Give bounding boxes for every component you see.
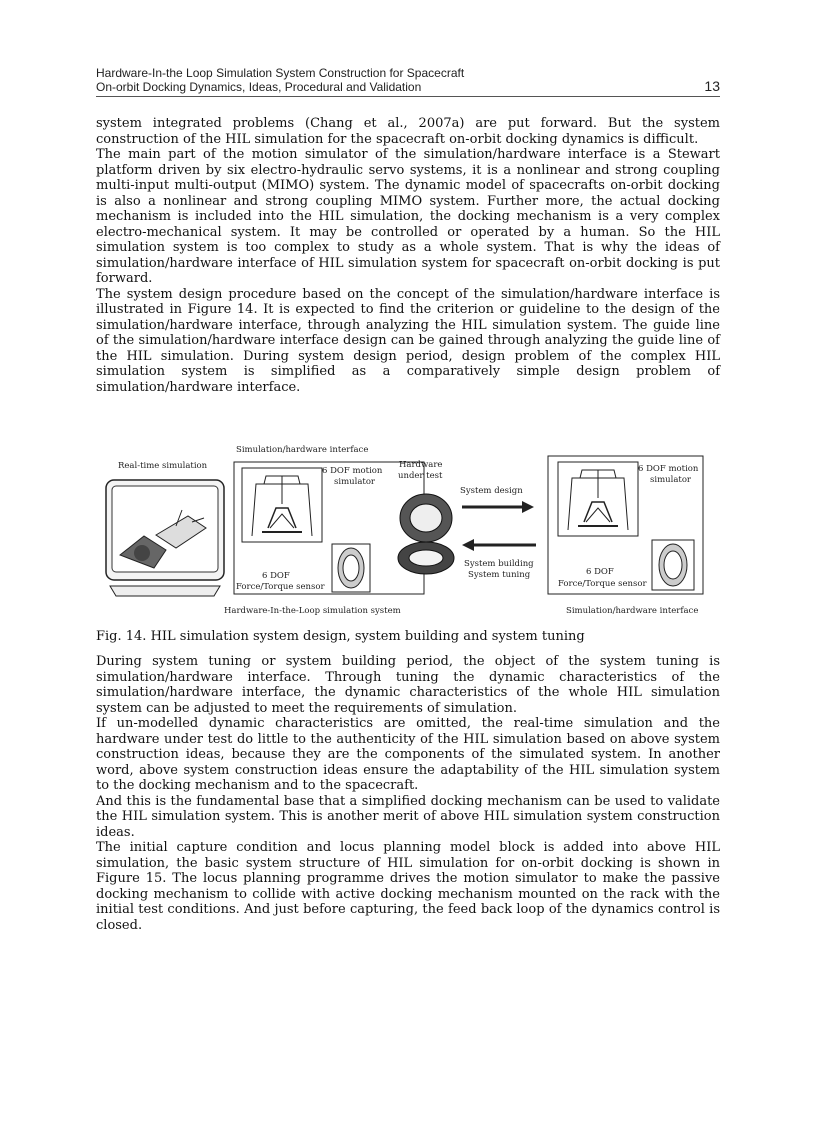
paragraph: The initial capture condition and locus planning model block is added into above HIL simulation, the basic system structure of HIL simulation for on-orbit docking is shown in Figure 15. The locus planning programme drives the motion simulator to make the passive docking mechanism to collide with active docking mechanism mounted on the rack with the initial test conditions. And just before capturing, the feed back loop of the dynamics control is closed. (96, 840, 720, 933)
page-number: 13 (704, 78, 720, 94)
figure-14 (96, 440, 720, 620)
system-tuning-arrow (462, 539, 536, 551)
label-right-6dof-fts-2: Force/Torque sensor (558, 579, 647, 589)
motion-simulator-illustration (242, 468, 322, 542)
paragraph: The system design procedure based on the concept of the simulation/hardware interface is illustrated in Figure 14. It is expected to find the criterion or guideline to the design of the simulation/hardware interface, through analyzing the HIL simulation system. The guide line of the simulation/hardware interface design can be gained through analyzing the guide line of the HIL simulation. During system design period, design problem of the complex HIL simulation system is simplified as a comparatively simple design problem of simulation/hardware interface. (96, 286, 720, 395)
label-6dof-motion-2: simulator (334, 477, 375, 487)
system-design-arrow (462, 501, 534, 513)
label-right-6dof-motion-1: 6 DOF motion (638, 464, 699, 474)
paragraph: The main part of the motion simulator of the simulation/hardware interface is a Stewart platform driven by six electro-hydraulic servo systems, it is a nonlinear and strong coupling multi-input multi-output (MIMO) system. The dynamic model of spacecrafts on-orbit docking is also a nonlinear and strong coupling MIMO system. Further more, the actual docking mechanism is included into the HIL simulation, the docking mechanism is a very complex electro-mechanical system. It may be controlled or operated by a human. So the HIL simulation system is too complex to study as a whole system. That is why the ideas of simulation/hardware interface of HIL simulation system for spacecraft on-orbit docking is put forward. (96, 147, 720, 286)
label-system-design: System design (460, 486, 523, 496)
label-right-6dof-motion-2: simulator (650, 475, 691, 485)
force-torque-sensor-right-illustration (652, 540, 694, 590)
label-system-building: System building (464, 559, 534, 569)
label-hil-system: Hardware-In-the-Loop simulation system (224, 606, 401, 616)
running-head-line1: Hardware-In-the Loop Simulation System Construction for Spacecraft (96, 66, 465, 80)
force-torque-sensor-illustration (332, 544, 370, 592)
paragraph: During system tuning or system building period, the object of the system tuning is simulation/hardware interface. Through tuning the dynamic characteristics of the simulation/hardware interface, the dynamic characteristics of the whole HIL simulation system can be adjusted to meet the requirements of simulation. (96, 654, 720, 716)
figure-caption: Fig. 14. HIL simulation system design, system building and system tuning (96, 629, 585, 644)
label-6dof-fts-2: Force/Torque sensor (236, 582, 325, 592)
running-head-line2: On-orbit Docking Dynamics, Ideas, Procedural and Validation (96, 79, 422, 94)
paragraph: And this is the fundamental base that a simplified docking mechanism can be used to validate the HIL simulation system. This is another merit of above HIL simulation system construction ideas. (96, 793, 720, 840)
label-6dof-fts-1: 6 DOF (262, 571, 290, 581)
label-sim-hw-interface-top: Simulation/hardware interface (236, 445, 369, 455)
header-rule (96, 96, 720, 97)
label-realtime-simulation: Real-time simulation (118, 461, 208, 471)
hardware-under-test-illustration (398, 494, 454, 574)
label-6dof-motion-1: 6 DOF motion (322, 466, 383, 476)
label-right-6dof-fts-1: 6 DOF (586, 567, 614, 577)
label-hardware-2: under test (398, 471, 443, 481)
body-text-bottom (96, 654, 720, 933)
running-head (96, 67, 720, 94)
motion-simulator-right-illustration (558, 462, 638, 536)
label-system-tuning: System tuning (468, 570, 531, 580)
label-hardware-1: Hardware (399, 460, 443, 470)
paragraph: system integrated problems (Chang et al., 2007a) are put forward. But the system construction of the HIL simulation for the spacecraft on-orbit docking dynamics is difficult. (96, 116, 720, 147)
paragraph: If un-modelled dynamic characteristics are omitted, the real-time simulation and the hardware under test do little to the authenticity of the HIL simulation based on above system construction ideas, because they are the components of the simulated system. In another word, above system construction ideas ensure the adaptability of the HIL simulation system to the docking mechanism and to the spacecraft. (96, 716, 720, 793)
monitor-illustration (106, 480, 224, 596)
body-text-top (96, 116, 720, 395)
label-sim-hw-interface-bottom: Simulation/hardware interface (566, 606, 699, 616)
